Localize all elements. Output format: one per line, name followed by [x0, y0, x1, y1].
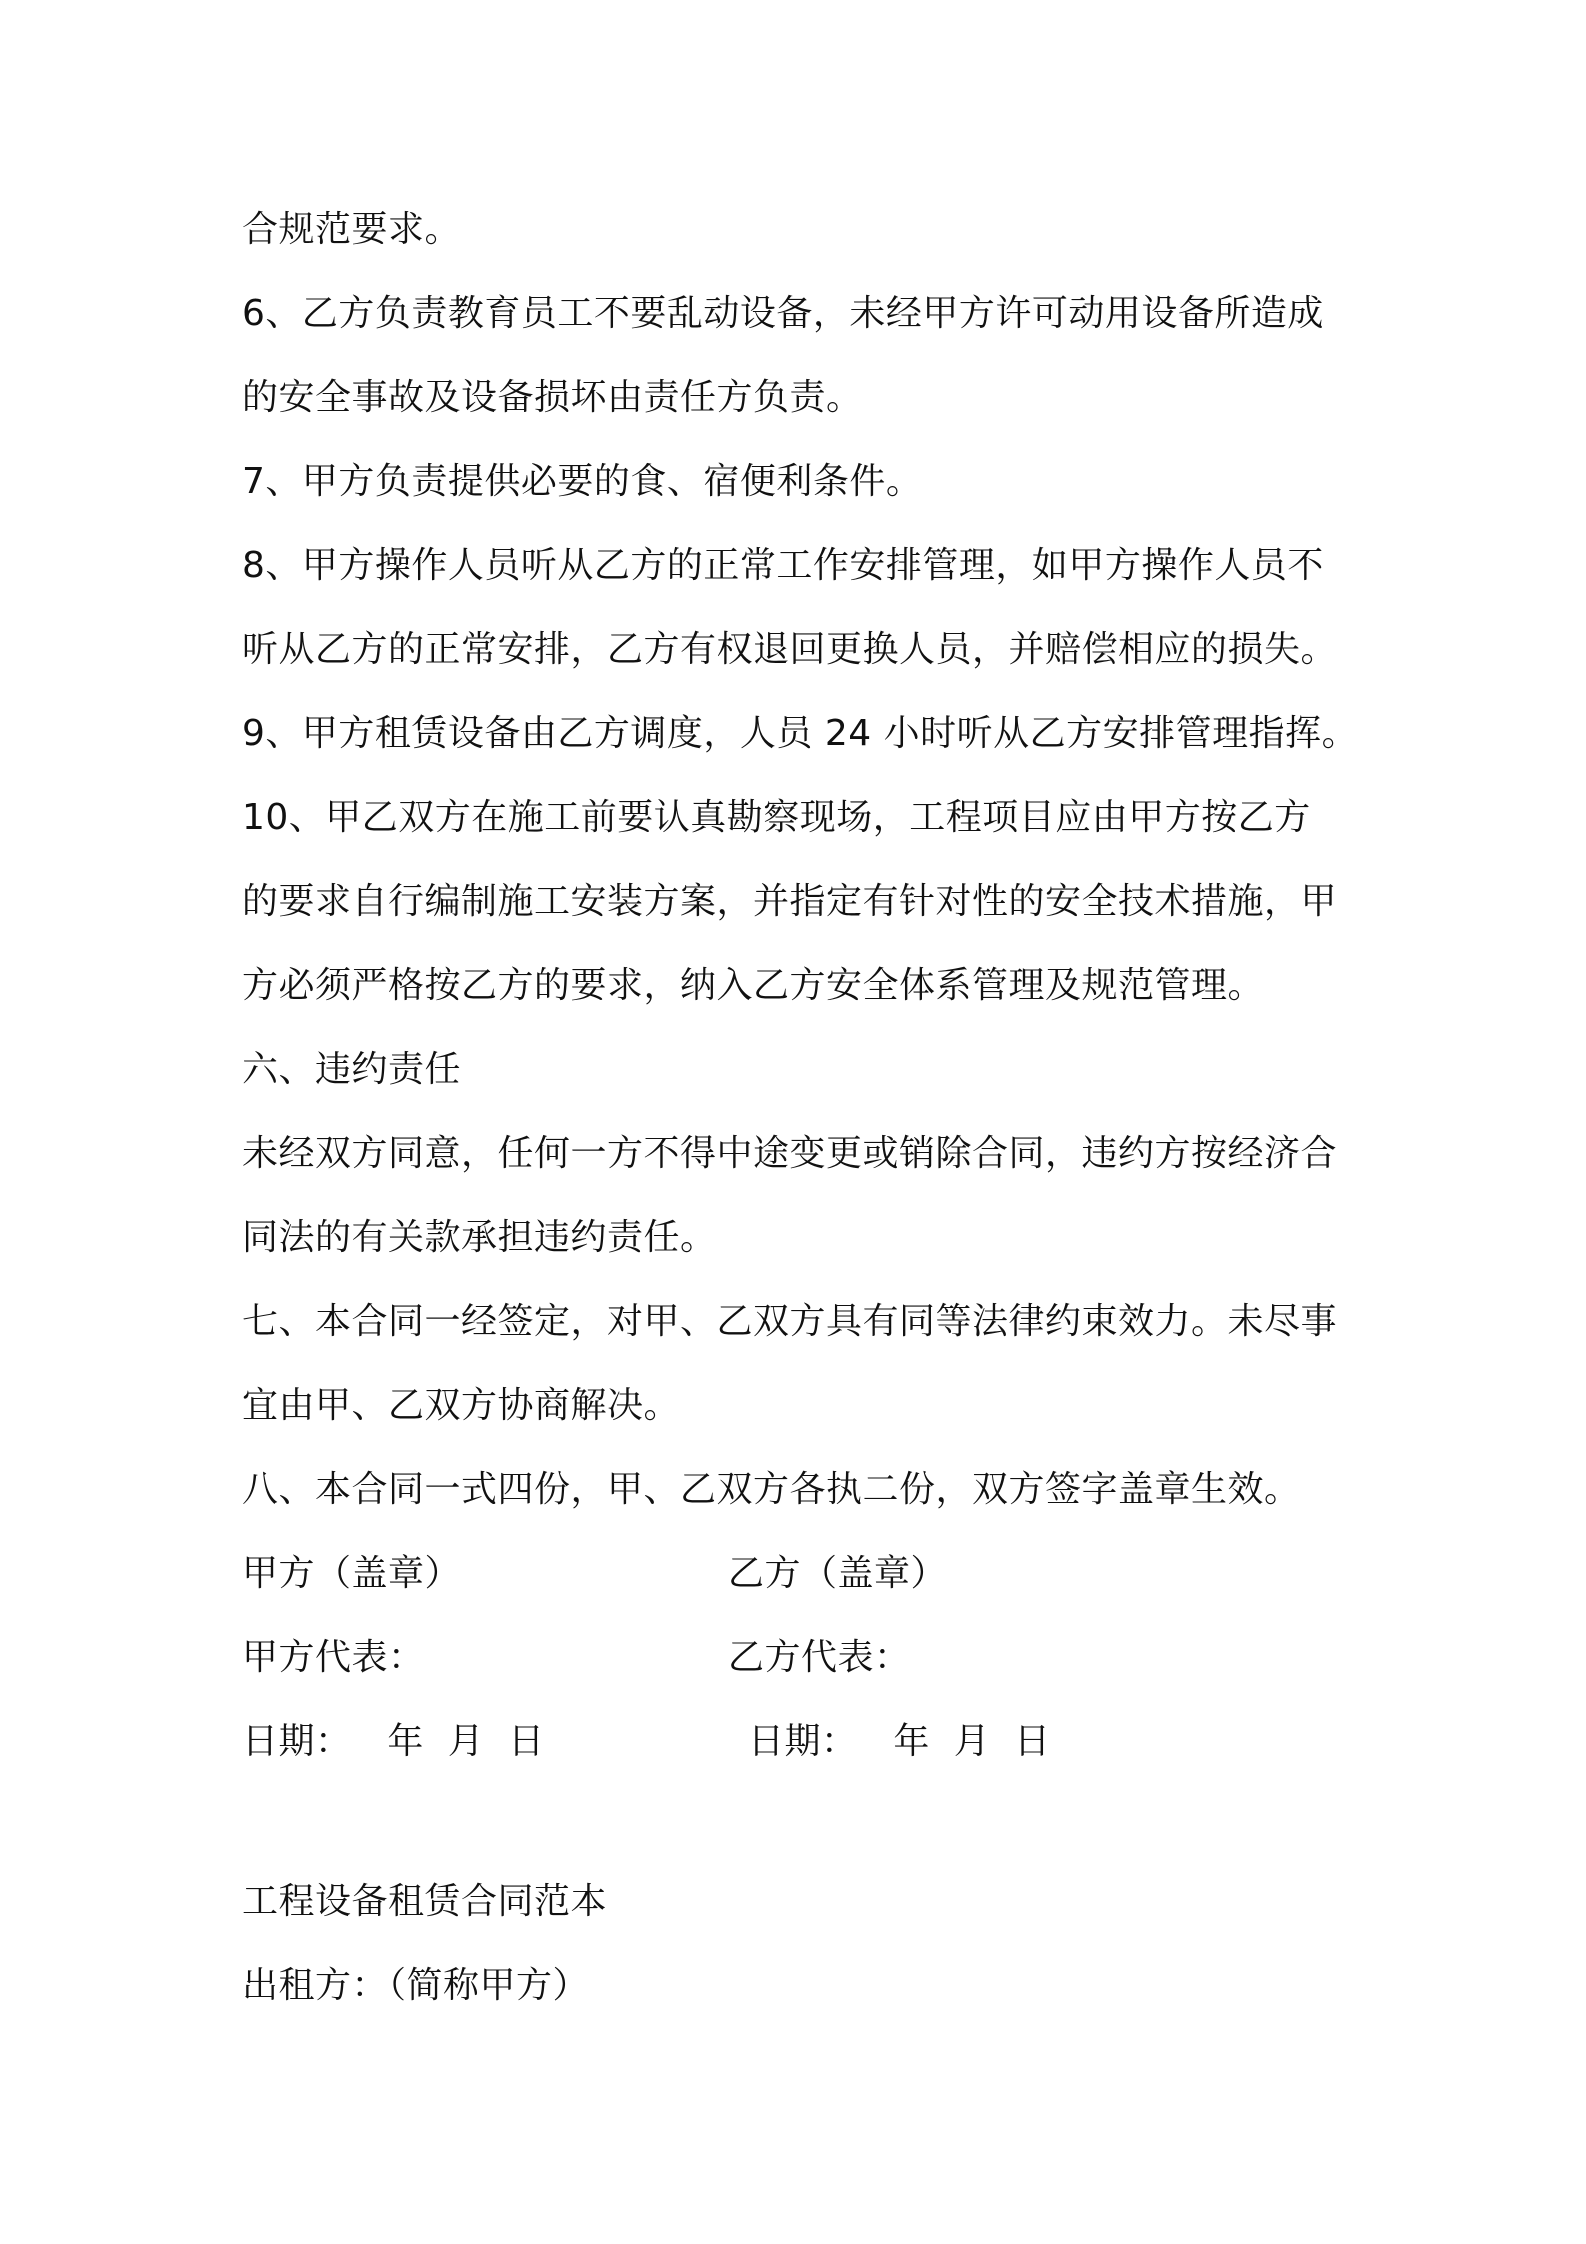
party-b-date: 日期： 年 月 日 — [748, 1721, 1051, 1762]
text-line-4: 7、甲方负责提供必要的食、宿便利条件。 — [242, 461, 923, 502]
party-a-representative: 甲方代表： — [242, 1637, 425, 1678]
party-a-date: 日期： 年 月 日 — [242, 1721, 545, 1762]
text-line-12: 未经双方同意，任何一方不得中途变更或销除合同，违约方按经济合 — [242, 1133, 1338, 1174]
next-contract-title: 工程设备租赁合同范本 — [242, 1881, 608, 1922]
text-line-15: 宜由甲、乙双方协商解决。 — [242, 1385, 681, 1426]
party-b-seal: 乙方（盖章） — [728, 1553, 948, 1594]
text-line-8: 10、甲乙双方在施工前要认真勘察现场，工程项目应由甲方按乙方 — [242, 797, 1311, 838]
text-line-16: 八、本合同一式四份，甲、乙双方各执二份，双方签字盖章生效。 — [242, 1469, 1301, 1510]
section-heading-breach: 六、违约责任 — [242, 1049, 462, 1090]
text-line-9: 的要求自行编制施工安装方案，并指定有针对性的安全技术措施，甲 — [242, 881, 1338, 922]
text-line-7: 9、甲方租赁设备由乙方调度，人员 24 小时听从乙方安排管理指挥。 — [242, 713, 1359, 754]
party-a-seal: 甲方（盖章） — [242, 1553, 462, 1594]
text-line-5: 8、甲方操作人员听从乙方的正常工作安排管理，如甲方操作人员不 — [242, 545, 1324, 586]
text-line-14: 七、本合同一经签定，对甲、乙双方具有同等法律约束效力。未尽事 — [242, 1301, 1338, 1342]
text-line-13: 同法的有关款承担违约责任。 — [242, 1217, 717, 1258]
text-line-6: 听从乙方的正常安排，乙方有权退回更换人员，并赔偿相应的损失。 — [242, 629, 1338, 670]
text-line-3: 的安全事故及设备损坏由责任方负责。 — [242, 377, 863, 418]
lessor-label: 出租方：（简称甲方） — [242, 1965, 590, 2006]
party-b-representative: 乙方代表： — [728, 1637, 911, 1678]
text-line-1: 合规范要求。 — [242, 209, 462, 250]
text-line-10: 方必须严格按乙方的要求，纳入乙方安全体系管理及规范管理。 — [242, 965, 1265, 1006]
text-line-2: 6、乙方负责教育员工不要乱动设备，未经甲方许可动用设备所造成 — [242, 293, 1324, 334]
